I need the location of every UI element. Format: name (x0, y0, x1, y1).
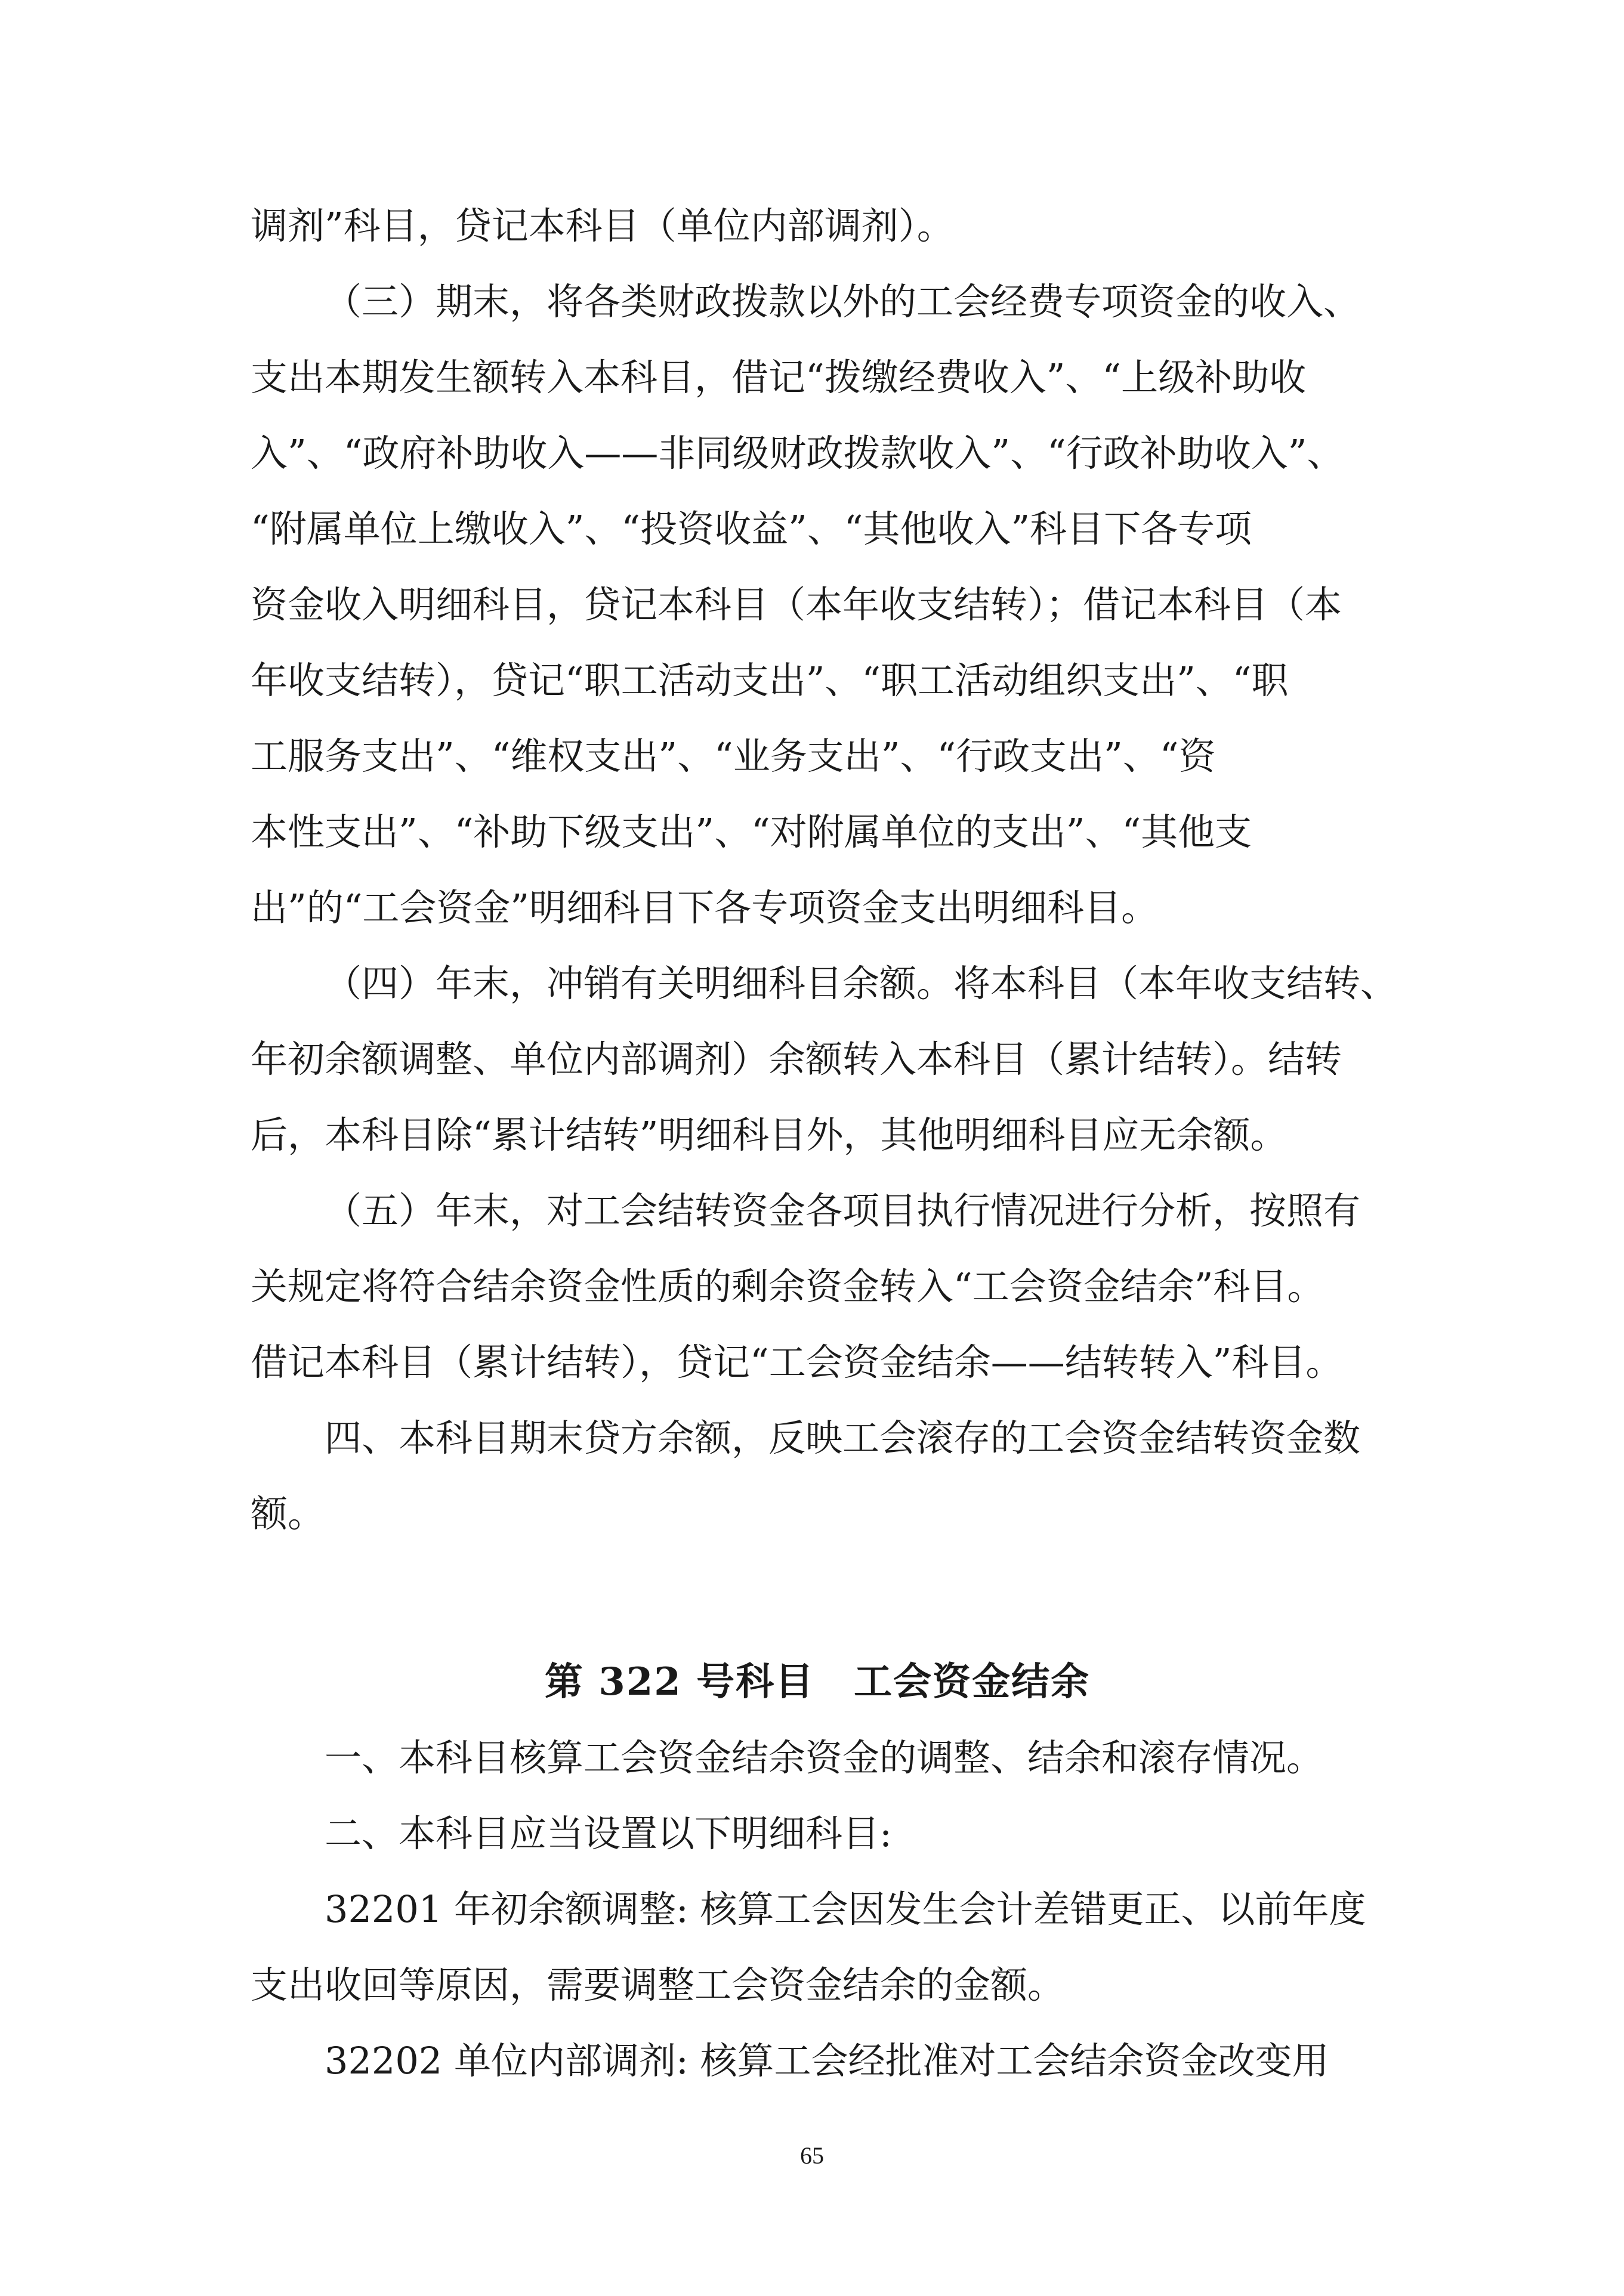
paragraph-line: 工服务支出”、“维权支出”、“业务支出”、“行政支出”、“资 (251, 734, 1216, 778)
paragraph-line: 关规定将符合结余资金性质的剩余资金转入“工会资金结余”科目。 (251, 1265, 1324, 1308)
paragraph-line: 支出收回等原因，需要调整工会资金结余的金额。 (251, 1963, 1065, 2007)
paragraph-line: （五）年末，对工会结转资金各项目执行情况进行分析，按照有 (325, 1189, 1361, 1232)
paragraph-line: 一、本科目核算工会资金结余资金的调整、结余和滚存情况。 (325, 1736, 1324, 1779)
paragraph-line: 年初余额调整、单位内部调剂）余额转入本科目（累计结转）。结转 (251, 1037, 1342, 1081)
paragraph-line: 后，本科目除“累计结转”明细科目外，其他明细科目应无余额。 (251, 1113, 1288, 1157)
paragraph-line: 32202 单位内部调剂: 核算工会经批准对工会结余资金改变用 (325, 2039, 1329, 2082)
paragraph-line: 借记本科目（累计结转），贷记“工会资金结余——结转转入”科目。 (251, 1340, 1343, 1384)
paragraph-line: “附属单位上缴收入”、“投资收益”、“其他收入”科目下各专项 (251, 507, 1252, 551)
paragraph-line: 支出本期发生额转入本科目，借记“拨缴经费收入”、“上级补助收 (251, 356, 1307, 399)
paragraph-line: 资金收入明细科目，贷记本科目（本年收支结转）；借记本科目（本 (251, 583, 1342, 626)
body-text (251, 188, 1398, 2099)
section-heading: 第 322 号科目 工会资金结余 (544, 1660, 1091, 1704)
paragraph-line: 32201 年初余额调整: 核算工会因发生会计差错更正、以前年度 (325, 1887, 1366, 1931)
paragraph-line: 出”的“工会资金”明细科目下各专项资金支出明细科目。 (251, 886, 1159, 929)
paragraph-line: 二、本科目应当设置以下明细科目: (325, 1812, 892, 1855)
paragraph-line: （四）年末，冲销有关明细科目余额。将本科目（本年收支结转、 (325, 962, 1398, 1005)
paragraph-line: 年收支结转），贷记“职工活动支出”、“职工活动组织支出”、“职 (251, 659, 1289, 702)
paragraph-line: 额。 (251, 1492, 325, 1535)
section-spacer (251, 1552, 1384, 1644)
paragraph-line: 调剂”科目，贷记本科目（单位内部调剂）。 (251, 204, 954, 248)
paragraph-line: 入”、“政府补助收入——非同级财政拨款收入”、“行政补助收入”、 (251, 431, 1344, 475)
paragraph-line: 本性支出”、“补助下级支出”、“对附属单位的支出”、“其他支 (251, 810, 1252, 854)
paragraph-line: 四、本科目期末贷方余额，反映工会滚存的工会资金结转资金数 (325, 1416, 1361, 1460)
paragraph-line: （三）期末，将各类财政拨款以外的工会经费专项资金的收入、 (325, 280, 1361, 323)
page-number: 65 (800, 2142, 824, 2169)
